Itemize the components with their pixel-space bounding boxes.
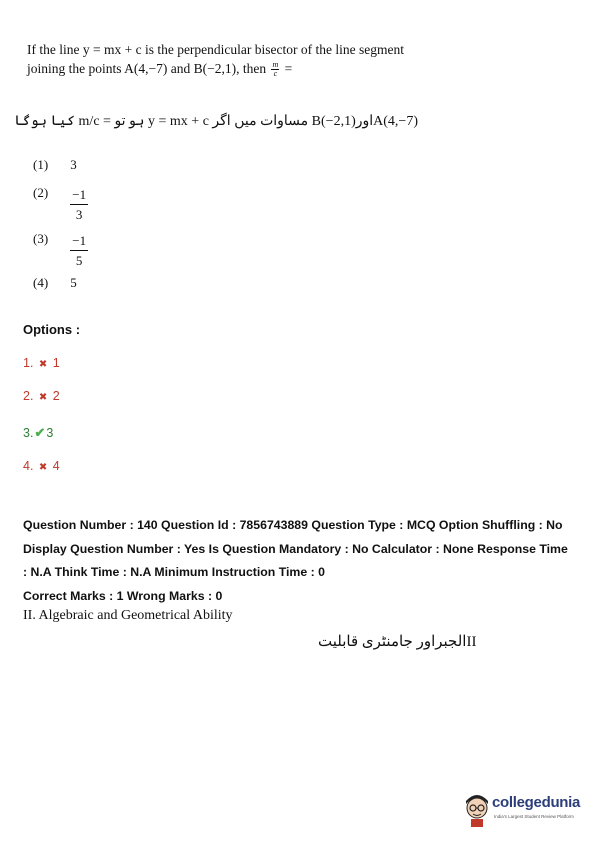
answer-1 [33,157,77,173]
choice-number: 4. [23,459,34,473]
options-heading: Options : [23,322,81,337]
subject-title: II. Algebraic and Geometrical Ability [23,608,233,623]
answer-label: (2) [33,185,49,200]
answer-value: 3 [70,157,77,172]
cross-icon: ✖ [38,359,48,370]
choice-number: 3. [23,426,34,440]
question-line-1: If the line y = mx + c is the perpendicular bisector of the line segment [27,42,404,57]
fraction-denominator: 3 [75,207,83,222]
answer-2 [33,185,88,224]
equals-sign: = [284,61,293,76]
fraction-numerator: −1 [70,185,88,205]
marks-info: Correct Marks : 1 Wrong Marks : 0 [23,589,223,603]
collegedunia-logo [462,792,588,832]
question-urdu: A(4,−7)اورB(−2,1) مساوات میں اگر y = mx + c ہو تو = m/c کیا ہوگا [14,114,418,129]
choice-2 [23,389,60,403]
m-over-c-fraction [271,61,279,78]
choice-value: 4 [52,459,60,473]
choice-number: 1. [23,356,34,370]
cross-icon: ✖ [38,462,48,473]
choice-3 [23,425,53,441]
fraction-numerator: m [272,60,279,70]
metadata-line-2: Display Question Number : Yes Is Question Mandatory : No Calculator : None Response Time [23,541,568,556]
answer-value: 5 [70,275,77,290]
logo-tagline: India's Largest Student Review Platform [494,814,574,819]
question-line-2 [27,59,404,78]
question-text [27,40,404,78]
metadata-line-1: Question Number : 140 Question Id : 7856743889 Question Type : MCQ Option Shuffling : No [23,518,563,532]
student-mascot-icon [462,794,492,828]
fraction-denominator: c [273,69,278,79]
answer-label: (1) [33,157,49,172]
choice-value: 2 [52,389,60,403]
subject-title-urdu: IIالجبراور جامنٹری قابلیت [318,634,477,650]
cross-icon: ✖ [38,392,48,403]
metadata-line-3: : N.A Think Time : N.A Minimum Instruction Time : 0 [23,565,325,579]
answer-label: (3) [33,231,49,246]
answer-fraction [70,185,88,224]
choice-value: 3 [46,426,54,440]
checkmark-icon: ✔ [34,425,46,440]
answer-3 [33,231,88,270]
choice-value: 1 [52,356,60,370]
fraction-numerator: −1 [70,231,88,251]
logo-name: collegedunia [492,794,581,811]
fraction-denominator: 5 [75,253,83,268]
choice-1 [23,356,60,370]
question-metadata [23,514,583,585]
choice-number: 2. [23,389,34,403]
answer-fraction [70,231,88,270]
answer-4 [33,275,77,291]
question-line-2-text: joining the points A(4,−7) and B(−2,1), then [27,61,267,76]
choice-4 [23,459,60,473]
answer-label: (4) [33,275,49,290]
